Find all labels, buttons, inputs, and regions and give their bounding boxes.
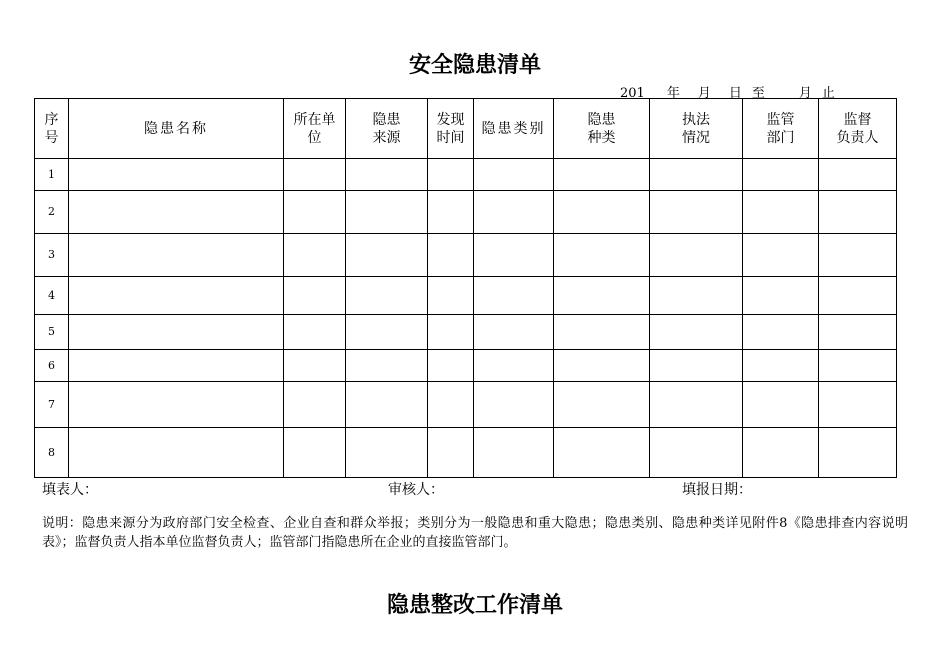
table-cell-col-supervising-dept[interactable] [743, 234, 819, 277]
header-line: 号 [44, 129, 59, 146]
table-cell-col-found-time[interactable] [428, 234, 474, 277]
table-header-row [35, 99, 897, 159]
table-cell-col-kind[interactable] [554, 382, 650, 428]
table-cell-col-found-time[interactable] [428, 315, 474, 350]
header-col-responsible [819, 99, 897, 159]
table-cell-col-responsible[interactable] [819, 315, 897, 350]
row-number-cell: 7 [35, 382, 69, 428]
row-number-cell: 3 [35, 234, 69, 277]
table-cell-col-supervising-dept[interactable] [743, 191, 819, 234]
table-cell-col-category[interactable] [474, 191, 554, 234]
row-number-cell: 1 [35, 159, 69, 191]
header-line: 监督 [843, 111, 872, 128]
header-line: 隐患类别 [481, 120, 546, 137]
table-cell-col-hazard-name[interactable] [69, 428, 284, 478]
page-title: 安全隐患清单 [408, 53, 541, 78]
table-cell-col-enforcement[interactable] [650, 277, 743, 315]
filler-label: 填表人： [42, 482, 98, 498]
section-title-rectification: 隐患整改工作清单 [386, 593, 563, 618]
table-cell-col-enforcement[interactable] [650, 315, 743, 350]
row-number-cell: 5 [35, 315, 69, 350]
table-cell-col-responsible[interactable] [819, 277, 897, 315]
table-cell-col-found-time[interactable] [428, 382, 474, 428]
table-row [35, 191, 897, 234]
table-cell-col-supervising-dept[interactable] [743, 159, 819, 191]
table-cell-col-supervising-dept[interactable] [743, 315, 819, 350]
table-cell-col-responsible[interactable] [819, 350, 897, 382]
table-cell-col-kind[interactable] [554, 350, 650, 382]
table-cell-col-source[interactable] [346, 191, 428, 234]
header-line: 隐患 [372, 111, 401, 128]
table-row [35, 277, 897, 315]
table-cell-col-kind[interactable] [554, 277, 650, 315]
table-row [35, 315, 897, 350]
table-cell-col-unit[interactable] [284, 350, 346, 382]
header-line: 监管 [766, 111, 795, 128]
table-cell-col-hazard-name[interactable] [69, 350, 284, 382]
table-body [35, 159, 897, 478]
header-line: 发现 [436, 111, 465, 128]
table-cell-col-found-time[interactable] [428, 159, 474, 191]
header-line: 种类 [587, 129, 616, 146]
table-cell-col-responsible[interactable] [819, 234, 897, 277]
header-line: 负责人 [836, 129, 879, 146]
table-cell-col-responsible[interactable] [819, 159, 897, 191]
explanation-note: 说明：隐患来源分为政府部门安全检查、企业自查和群众举报；类别分为一般隐患和重大隐患；隐患类别、隐患种类详见附件8《隐患排查内容说明表》；监督负责人指本单位监督负责人；监管部门指隐患所在企业的直接监管部门。 [42, 516, 908, 550]
table-cell-col-enforcement[interactable] [650, 191, 743, 234]
table-cell-col-kind[interactable] [554, 428, 650, 478]
table-cell-col-source[interactable] [346, 428, 428, 478]
report-date-label: 填报日期： [682, 482, 752, 498]
table-cell-col-supervising-dept[interactable] [743, 277, 819, 315]
header-col-source [346, 99, 428, 159]
table-cell-col-responsible[interactable] [819, 428, 897, 478]
table-cell-col-hazard-name[interactable] [69, 191, 284, 234]
table-cell-col-responsible[interactable] [819, 191, 897, 234]
table-cell-col-hazard-name[interactable] [69, 159, 284, 191]
table-cell-col-found-time[interactable] [428, 428, 474, 478]
date-day-to: 日至 [728, 86, 775, 101]
table-cell-col-source[interactable] [346, 277, 428, 315]
header-col-kind [554, 99, 650, 159]
table-cell-col-unit[interactable] [284, 382, 346, 428]
header-col-seq [35, 99, 69, 159]
table-cell-col-kind[interactable] [554, 159, 650, 191]
header-col-hazard-name [69, 99, 284, 159]
header-line: 时间 [436, 129, 465, 146]
row-number-cell: 6 [35, 350, 69, 382]
table-cell-col-responsible[interactable] [819, 382, 897, 428]
header-line: 来源 [372, 129, 401, 146]
reviewer-label: 审核人： [388, 482, 444, 498]
table-cell-col-enforcement[interactable] [650, 234, 743, 277]
table-cell-col-category[interactable] [474, 159, 554, 191]
row-number-cell: 2 [35, 191, 69, 234]
table-cell-col-kind[interactable] [554, 191, 650, 234]
header-line: 位 [307, 129, 322, 146]
table-cell-col-unit[interactable] [284, 234, 346, 277]
table-row [35, 382, 897, 428]
table-cell-col-enforcement[interactable] [650, 428, 743, 478]
table-cell-col-supervising-dept[interactable] [743, 382, 819, 428]
table-cell-col-source[interactable] [346, 315, 428, 350]
table-row [35, 350, 897, 382]
table-cell-col-unit[interactable] [284, 428, 346, 478]
table-cell-col-enforcement[interactable] [650, 350, 743, 382]
table-cell-col-source[interactable] [346, 159, 428, 191]
table-cell-col-unit[interactable] [284, 159, 346, 191]
table-cell-col-category[interactable] [474, 277, 554, 315]
table-cell-col-hazard-name[interactable] [69, 382, 284, 428]
table-row [35, 234, 897, 277]
table-cell-col-kind[interactable] [554, 234, 650, 277]
header-col-category [474, 99, 554, 159]
date-month: 月 [697, 86, 711, 101]
table-cell-col-hazard-name[interactable] [69, 277, 284, 315]
table-cell-col-category[interactable] [474, 234, 554, 277]
signature-row [42, 479, 902, 499]
table-cell-col-enforcement[interactable] [650, 159, 743, 191]
row-number-cell: 4 [35, 277, 69, 315]
table-row [35, 159, 897, 191]
date-year-unit: 年 [666, 86, 680, 101]
date-year: 201 [620, 86, 645, 101]
date-month-end: 月止 [798, 86, 845, 101]
header-line: 隐患名称 [144, 120, 208, 137]
header-col-unit [284, 99, 346, 159]
header-col-found-time [428, 99, 474, 159]
table-cell-col-hazard-name[interactable] [69, 315, 284, 350]
header-line: 隐患 [587, 111, 616, 128]
header-line: 执法 [682, 111, 710, 128]
table-cell-col-unit[interactable] [284, 191, 346, 234]
table-cell-col-source[interactable] [346, 350, 428, 382]
table-cell-col-category[interactable] [474, 350, 554, 382]
header-line: 所在单 [293, 111, 336, 128]
hazard-table [34, 98, 897, 478]
table-cell-col-hazard-name[interactable] [69, 234, 284, 277]
table-cell-col-supervising-dept[interactable] [743, 428, 819, 478]
table-cell-col-unit[interactable] [284, 315, 346, 350]
header-line: 部门 [766, 129, 795, 146]
header-col-supervising-dept [743, 99, 819, 159]
table-cell-col-category[interactable] [474, 382, 554, 428]
table-cell-col-category[interactable] [474, 315, 554, 350]
table-cell-col-kind[interactable] [554, 315, 650, 350]
table-cell-col-category[interactable] [474, 428, 554, 478]
table-cell-col-found-time[interactable] [428, 277, 474, 315]
row-number-cell: 8 [35, 428, 69, 478]
header-line: 序 [44, 111, 59, 128]
table-cell-col-source[interactable] [346, 382, 428, 428]
table-cell-col-found-time[interactable] [428, 350, 474, 382]
table-row [35, 428, 897, 478]
table-cell-col-unit[interactable] [284, 277, 346, 315]
table-cell-col-found-time[interactable] [428, 191, 474, 234]
header-col-enforcement [650, 99, 743, 159]
header-line: 情况 [682, 129, 710, 146]
table-cell-col-supervising-dept[interactable] [743, 350, 819, 382]
table-cell-col-source[interactable] [346, 234, 428, 277]
table-cell-col-enforcement[interactable] [650, 382, 743, 428]
